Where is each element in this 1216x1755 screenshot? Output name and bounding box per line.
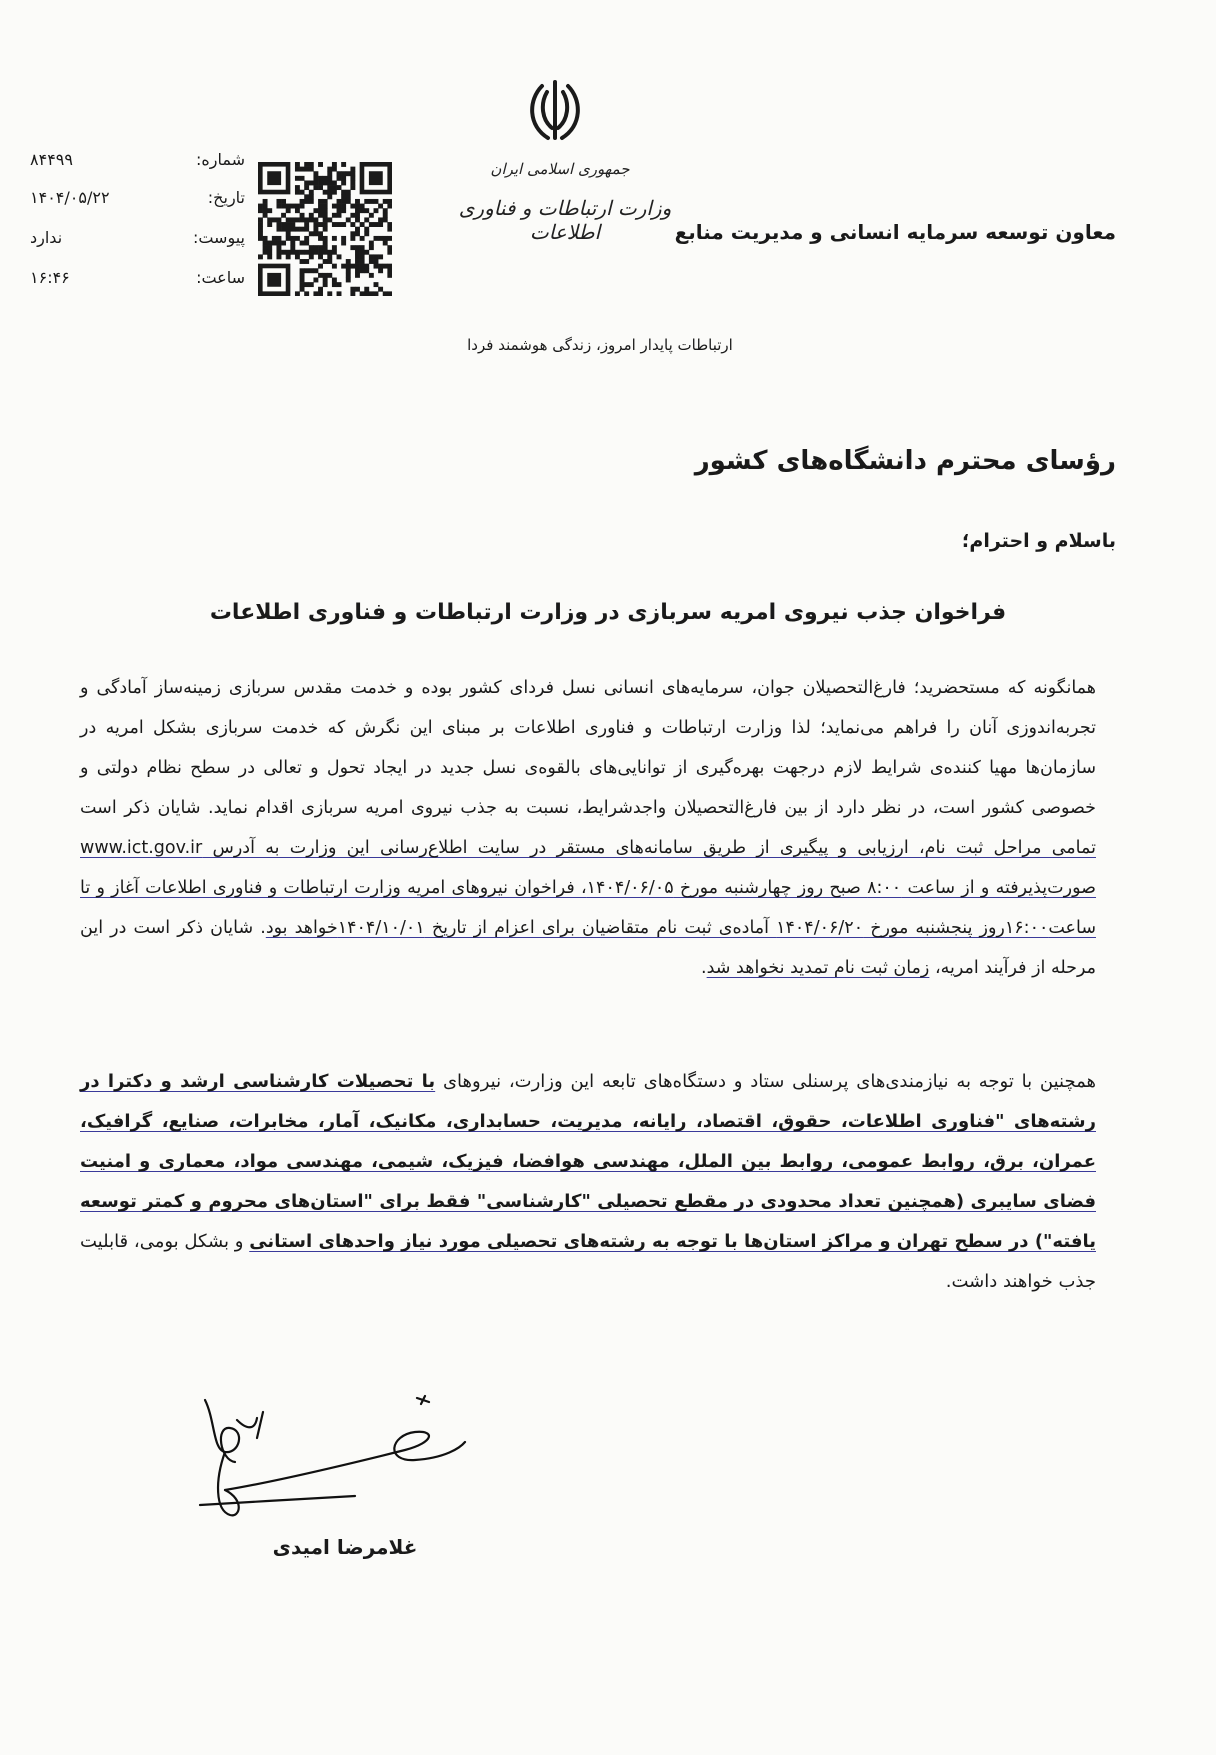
date-label: تاریخ: bbox=[207, 188, 245, 207]
attachment-value: ندارد bbox=[30, 228, 63, 247]
ministry-name: وزارت ارتباطات و فناوری اطلاعات bbox=[458, 196, 672, 244]
department-title: معاون توسعه سرمایه انسانی و مدیریت منابع bbox=[674, 220, 1116, 244]
p1-underlined-text: تمامی مراحل ثبت نام، ارزیابی و پیگیری از طریق سامانه‌های مستقر در سایت اطلاع‌رسانی این وزارت به آدرس www.ict.gov.ir صورت‌پذیرفته و از ساعت ۸:۰۰ صبح روز چهارشنبه مورخ ۱۴۰۴/۰۶/۰۵، فراخوان نیروهای امریه وزارت ارتباطات و فناوری اطلاعات آغاز و تا ساعت۱۶:۰۰روز پنجشنبه مورخ ۱۴۰۴/۰۶/۲۰ آماده‌ی ثبت نام متقاضیان برای اعزام از تاریخ ۱۴۰۴/۱۰/۰۱خواهد بود bbox=[80, 838, 1097, 938]
p2-text-a: همچنین با توجه به نیازمندی‌های پرسنلی ستاد و دستگاه‌های تابعه این وزارت، نیروهای bbox=[435, 1071, 1096, 1092]
letter-meta bbox=[30, 150, 245, 300]
slogan: ارتباطات پایدار امروز، زندگی هوشمند فردا bbox=[467, 336, 733, 354]
p1-text-a: همانگونه که مستحضرید؛ فارغ‌التحصیلان جوان، سرمایه‌های انسانی نسل فردای کشور بوده و خدمت مقدس سربازی زمینه‌ساز آمادگی و تجربه‌اندوزی آنان را فراهم می‌نماید؛ لذا وزارت ارتباطات و فناوری اطلاعات بر مبنای این نگرش که خدمت سربازی بشکل امریه در سازمان‌ها مهیا کننده‌ی شرایط لازم درجهت بهره‌گیری از توانایی‌های بالقوه‌ی نسل جدید در ایجاد تحول و تعالی در سطح نظام دولتی و خصوصی کشور است، در نظر دارد از بین فارغ‌التحصیلان واجدشرایط، نسبت به جذب نیروی امریه سربازی اقدام نماید. شایان ذکر است bbox=[80, 678, 1096, 818]
attachment-label: پیوست: bbox=[192, 228, 245, 247]
time-label: ساعت: bbox=[196, 268, 245, 287]
greeting: باسلام و احترام؛ bbox=[961, 530, 1116, 552]
p2-text-c: و بشکل بومی، قابلیت جذب خواهند داشت. bbox=[80, 1231, 1096, 1292]
meta-number bbox=[30, 150, 245, 178]
qr-code-icon bbox=[258, 162, 392, 296]
meta-attachment bbox=[30, 228, 245, 256]
body-paragraph-1 bbox=[80, 668, 1096, 988]
meta-date bbox=[30, 188, 245, 216]
recipient-heading: رؤسای محترم دانشگاه‌های کشور bbox=[694, 446, 1116, 476]
iran-emblem-icon bbox=[520, 78, 590, 148]
signature-icon bbox=[185, 1390, 485, 1540]
date-value: ۱۴۰۴/۰۵/۲۲ bbox=[30, 188, 110, 207]
p2-bold-text: با تحصیلات کارشناسی ارشد و دکترا در رشته‌های "فناوری اطلاعات، حقوق، اقتصاد، رایانه، مدیریت، حسابداری، مکانیک، آمار، مخابرات، صنایع، گرافیک، عمران، برق، روابط عمومی، روابط بین الملل، مهندسی هوافضا، فیزیک، شیمی، مهندسی مواد، معماری و امنیت فضای سایبری (همچنین تعداد محدودی در مقطع تحصیلی "کارشناسی" فقط برای "استان‌های محروم و کمتر توسعه یافته") در سطح تهران و مراکز استان‌ها با توجه به رشته‌های تحصیلی مورد نیاز واحدهای استانی bbox=[80, 1071, 1096, 1252]
number-value: ۸۴۴۹۹ bbox=[30, 150, 73, 169]
p1-underlined-text-2: زمان ثبت نام تمدید نخواهد شد bbox=[706, 958, 930, 978]
signer-name: غلامرضا امیدی bbox=[272, 1535, 418, 1559]
subject-heading: فراخوان جذب نیروی امریه سربازی در وزارت ارتباطات و فناوری اطلاعات bbox=[209, 600, 1007, 625]
number-label: شماره: bbox=[195, 150, 245, 169]
republic-text: جمهوری اسلامی ایران bbox=[490, 160, 630, 178]
p1-text-b: . شایان ذکر است در این مرحله از فرآیند امریه، bbox=[80, 918, 1096, 978]
time-value: ۱۶:۴۶ bbox=[30, 268, 70, 287]
p1-text-c: . bbox=[701, 958, 707, 978]
body-paragraph-2 bbox=[80, 1062, 1096, 1302]
meta-time bbox=[30, 268, 245, 296]
